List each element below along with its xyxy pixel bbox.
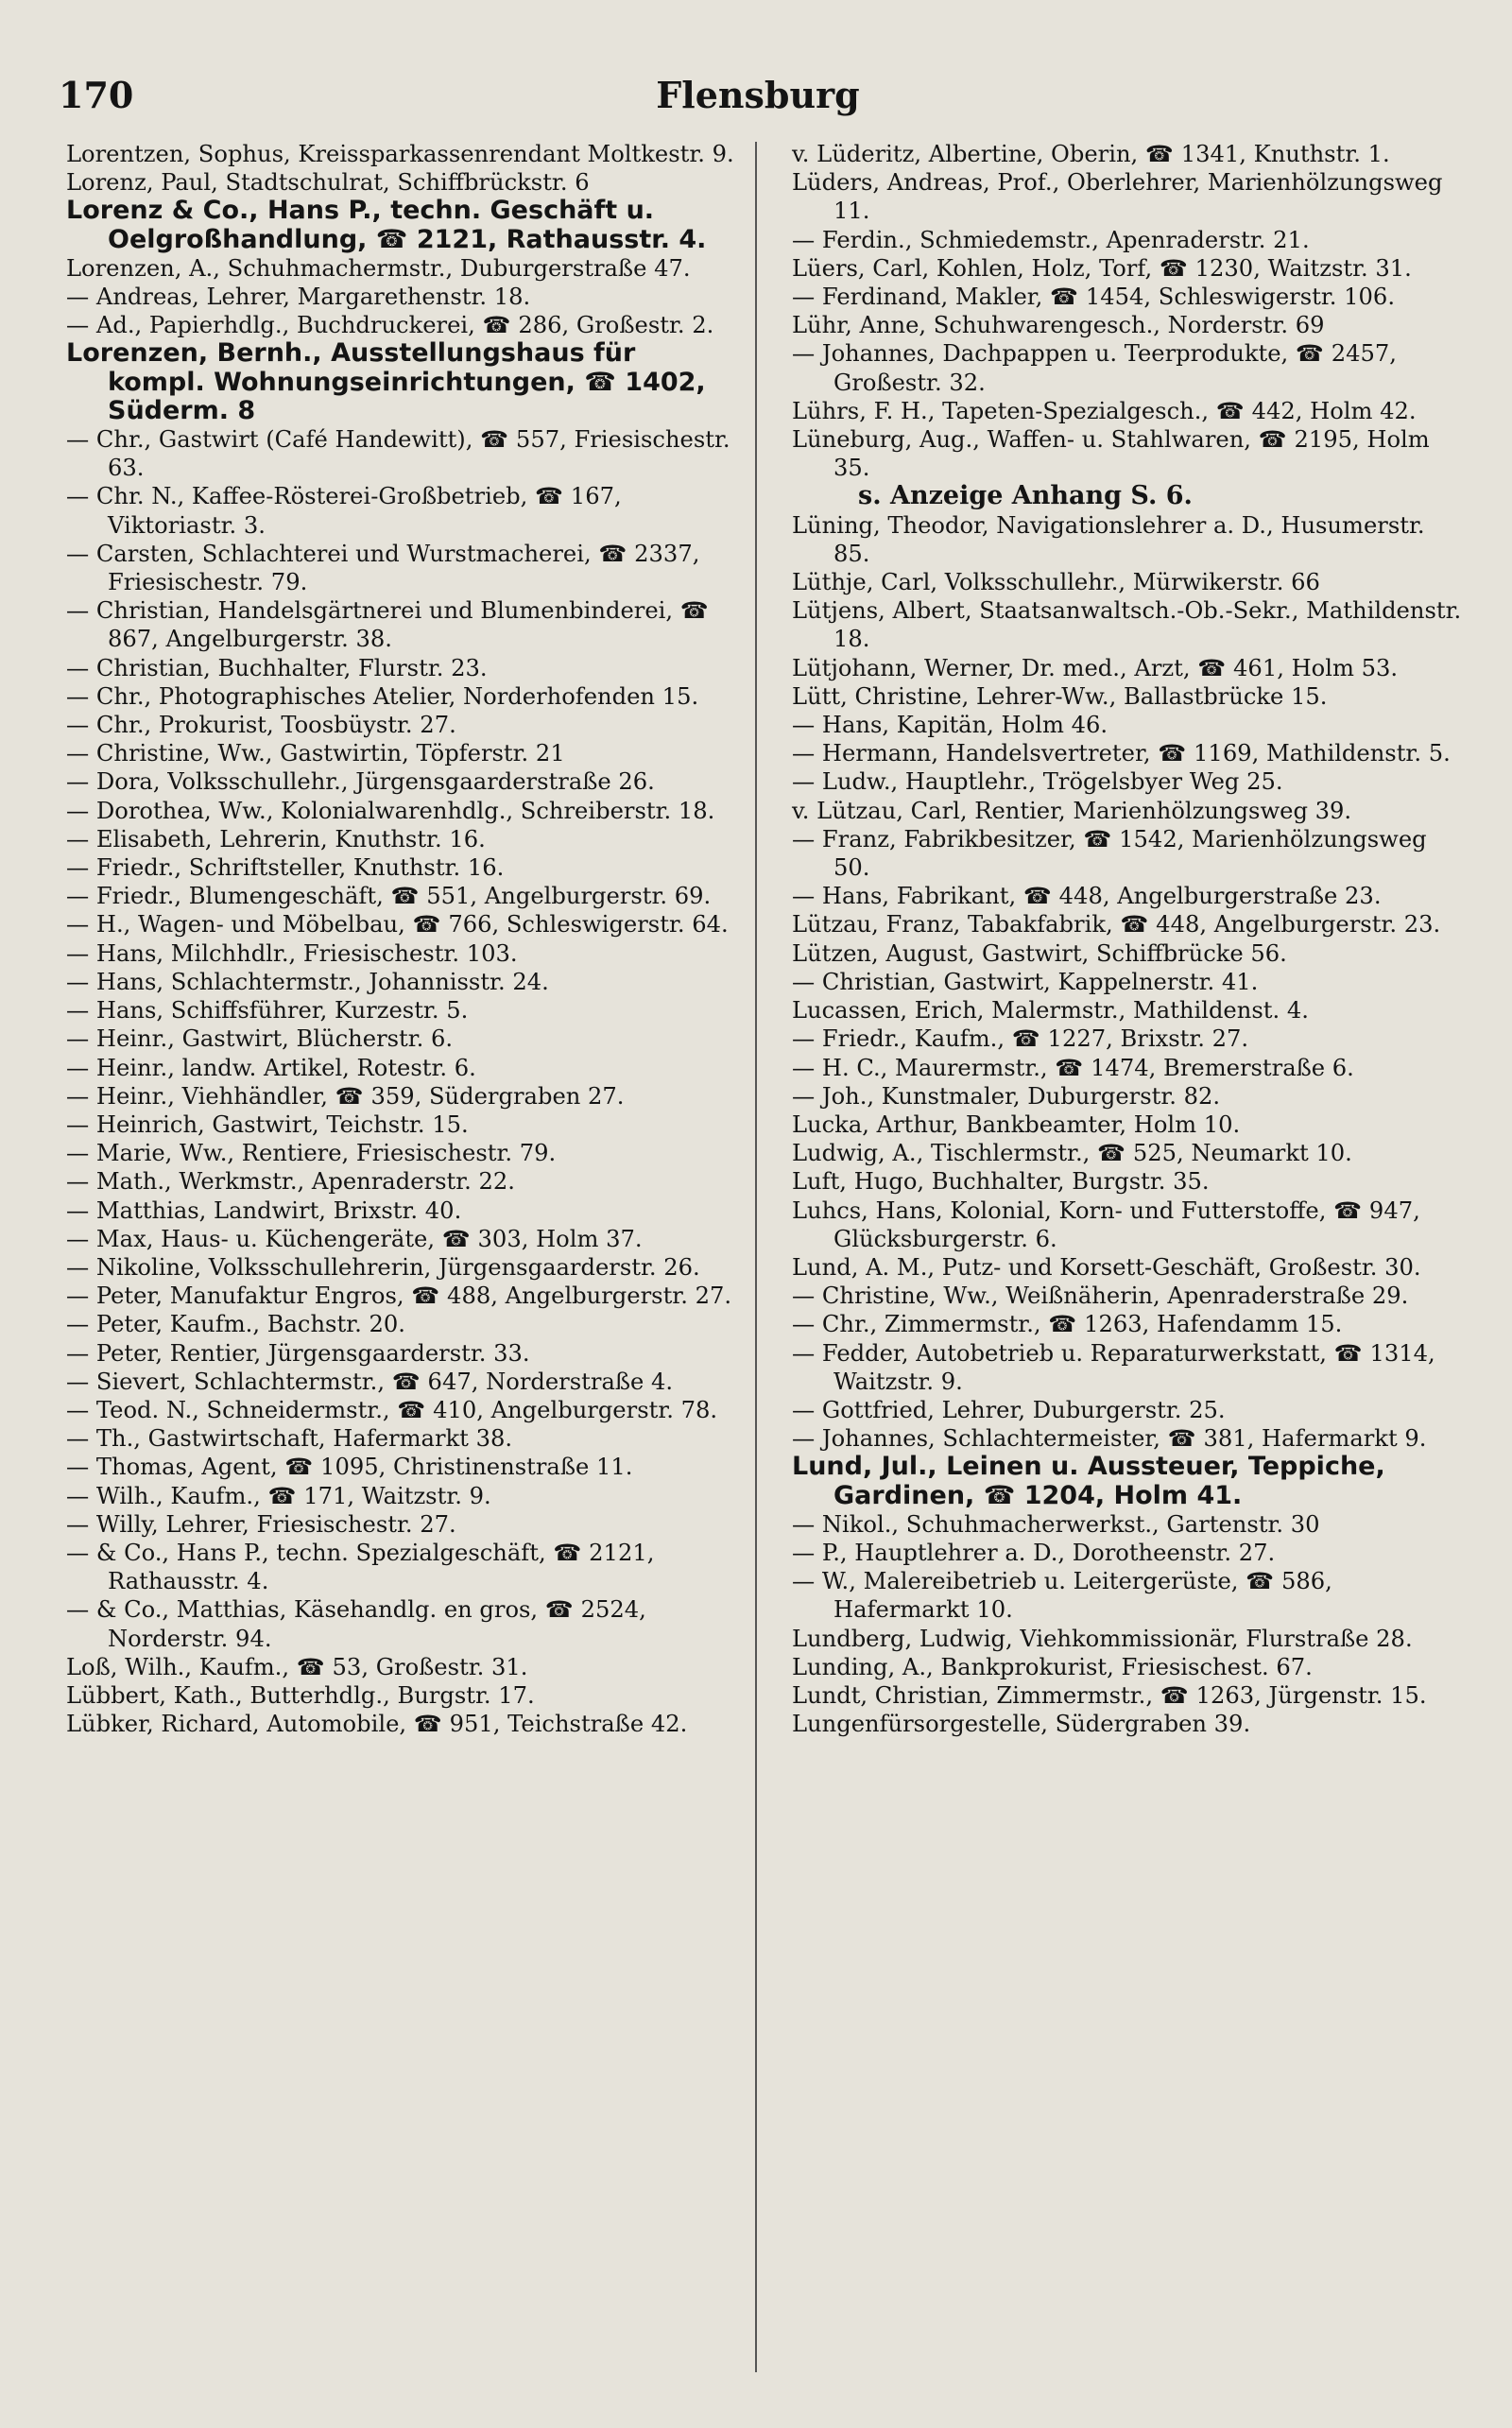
directory-entry: — Elisabeth, Lehrerin, Knuthstr. 16. bbox=[66, 825, 486, 852]
directory-entry: — Peter, Kaufm., Bachstr. 20. bbox=[66, 1311, 405, 1338]
directory-entry: — Johannes, Schlachtermeister, ☎ 381, Hafermarkt 9. bbox=[792, 1425, 1427, 1453]
directory-entry: — Willy, Lehrer, Friesischestr. 27. bbox=[66, 1510, 456, 1538]
directory-entry: v. Lützau, Carl, Rentier, Marienhölzungsweg 39. bbox=[792, 797, 1352, 824]
directory-entry: Lunding, A., Bankprokurist, Friesischest. 67. bbox=[792, 1653, 1313, 1680]
directory-entry: — H. C., Maurermstr., ☎ 1474, Bremerstraße 6. bbox=[792, 1054, 1354, 1081]
directory-entry: — Franz, Fabrikbesitzer, ☎ 1542, Marienhölzungsweg 50. bbox=[792, 825, 1427, 882]
directory-entry: — Teod. N., Schneidermstr., ☎ 410, Angelburgerstr. 78. bbox=[66, 1396, 718, 1423]
directory-entry: Lütjohann, Werner, Dr. med., Arzt, ☎ 461, Holm 53. bbox=[792, 654, 1399, 681]
directory-entry: — Friedr., Kaufm., ☎ 1227, Brixstr. 27. bbox=[792, 1025, 1249, 1053]
directory-entry: v. Lüderitz, Albertine, Oberin, ☎ 1341, Knuthstr. 1. bbox=[792, 141, 1390, 167]
right-column bbox=[792, 140, 1465, 1738]
directory-entry: — W., Malereibetrieb u. Leitergerüste, ☎ 586, Hafermarkt 10. bbox=[792, 1568, 1332, 1624]
directory-entry: — Hans, Schiffsführer, Kurzestr. 5. bbox=[66, 997, 469, 1025]
directory-entry: — Chr., Zimmermstr., ☎ 1263, Hafendamm 15. bbox=[792, 1311, 1343, 1338]
directory-entry: — Dora, Volksschullehr., Jürgensgaarderstraße 26. bbox=[66, 768, 655, 796]
directory-entry: Lucassen, Erich, Malermstr., Mathildenst. 4. bbox=[792, 997, 1309, 1025]
directory-entry: — Wilh., Kaufm., ☎ 171, Waitzstr. 9. bbox=[66, 1482, 491, 1509]
directory-entry: — Hermann, Handelsvertreter, ☎ 1169, Mathildenstr. 5. bbox=[792, 740, 1451, 767]
directory-entry: Lübbert, Kath., Butterhdlg., Burgstr. 17. bbox=[66, 1681, 535, 1709]
directory-entry: — Ad., Papierhdlg., Buchdruckerei, ☎ 286, Großestr. 2. bbox=[66, 312, 714, 339]
directory-entry: Lütjens, Albert, Staatsanwaltsch.-Ob.-Sekr., Mathildenstr. 18. bbox=[792, 597, 1462, 653]
directory-entry: — Hans, Fabrikant, ☎ 448, Angelburgerstraße 23. bbox=[792, 883, 1382, 910]
directory-entry: — Chr. N., Kaffee-Rösterei-Großbetrieb, ☎ 167, Viktoriastr. 3. bbox=[66, 483, 622, 539]
directory-entry: Lund, Jul., Leinen u. Aussteuer, Teppiche, Gardinen, ☎ 1204, Holm 41. bbox=[792, 1452, 1385, 1510]
directory-entry: — Thomas, Agent, ☎ 1095, Christinenstraße 11. bbox=[66, 1454, 633, 1481]
directory-entry: — Sievert, Schlachtermstr., ☎ 647, Norderstraße 4. bbox=[66, 1368, 674, 1395]
directory-entry: — Carsten, Schlachterei und Wurstmacherei, ☎ 2337, Friesischestr. 79. bbox=[66, 540, 700, 596]
directory-entry: — Heinrich, Gastwirt, Teichstr. 15. bbox=[66, 1111, 469, 1138]
directory-entry: — Chr., Photographisches Atelier, Norderhofenden 15. bbox=[66, 682, 699, 710]
directory-entry: — Matthias, Landwirt, Brixstr. 40. bbox=[66, 1197, 462, 1224]
directory-entry: Loß, Wilh., Kaufm., ☎ 53, Großestr. 31. bbox=[66, 1653, 528, 1680]
directory-entry: — Ferdinand, Makler, ☎ 1454, Schleswigerstr. 106. bbox=[792, 284, 1396, 311]
directory-entry: — Christine, Ww., Weißnäherin, Apenraderstraße 29. bbox=[792, 1283, 1409, 1310]
directory-entry: — Christian, Buchhalter, Flurstr. 23. bbox=[66, 654, 488, 681]
directory-entry: Lundt, Christian, Zimmermstr., ☎ 1263, Jürgenstr. 15. bbox=[792, 1681, 1427, 1709]
directory-entry: — & Co., Matthias, Käsehandlg. en gros, ☎ 2524, Norderstr. 94. bbox=[66, 1596, 646, 1652]
directory-entry: Lüneburg, Aug., Waffen- u. Stahlwaren, ☎ 2195, Holm 35. bbox=[792, 426, 1430, 482]
directory-entry: — Heinr., landw. Artikel, Rotestr. 6. bbox=[66, 1054, 476, 1081]
directory-entry: — Ludw., Hauptlehr., Trögelsbyer Weg 25. bbox=[792, 768, 1283, 796]
directory-entry: — Joh., Kunstmaler, Duburgerstr. 82. bbox=[792, 1082, 1221, 1110]
directory-entry: — Christian, Gastwirt, Kappelnerstr. 41. bbox=[792, 968, 1259, 995]
directory-entry: — Fedder, Autobetrieb u. Reparaturwerkstatt, ☎ 1314, Waitzstr. 9. bbox=[792, 1339, 1435, 1395]
directory-entry: — P., Hauptlehrer a. D., Dorotheenstr. 27. bbox=[792, 1539, 1276, 1566]
directory-entry: — Chr., Gastwirt (Café Handewitt), ☎ 557, Friesischestr. 63. bbox=[66, 426, 730, 482]
page-header bbox=[59, 74, 1457, 123]
directory-entry: — Dorothea, Ww., Kolonialwarenhdlg., Schreiberstr. 18. bbox=[66, 797, 715, 824]
directory-entry: Lorenzen, A., Schuhmachermstr., Duburgerstraße 47. bbox=[66, 254, 691, 282]
directory-entry: Luhcs, Hans, Kolonial, Korn- und Futterstoffe, ☎ 947, Glücksburgerstr. 6. bbox=[792, 1197, 1420, 1252]
directory-entry: Lungenfürsorgestelle, Südergraben 39. bbox=[792, 1711, 1251, 1738]
directory-entry: Lüning, Theodor, Navigationslehrer a. D., Husumerstr. 85. bbox=[792, 511, 1425, 567]
directory-entry: Lühr, Anne, Schuhwarengesch., Norderstr. 69 bbox=[792, 312, 1325, 339]
directory-entry: Lorentzen, Sophus, Kreissparkassenrendant Moltkestr. 9. bbox=[66, 141, 734, 167]
directory-entry: — Peter, Rentier, Jürgensgaarderstr. 33. bbox=[66, 1339, 530, 1367]
directory-entry: — Th., Gastwirtschaft, Hafermarkt 38. bbox=[66, 1425, 513, 1453]
page-title: Flensburg bbox=[656, 74, 860, 116]
directory-entry: — Christine, Ww., Gastwirtin, Töpferstr. 21 bbox=[66, 740, 565, 767]
directory-entry: Lüders, Andreas, Prof., Oberlehrer, Marienhölzungsweg 11. bbox=[792, 169, 1443, 225]
directory-entry: — Andreas, Lehrer, Margarethenstr. 18. bbox=[66, 284, 531, 311]
directory-entry: Luft, Hugo, Buchhalter, Burgstr. 35. bbox=[792, 1168, 1210, 1196]
directory-entry: — H., Wagen- und Möbelbau, ☎ 766, Schleswigerstr. 64. bbox=[66, 911, 729, 938]
directory-entry: Lütt, Christine, Lehrer-Ww., Ballastbrücke 15. bbox=[792, 682, 1328, 710]
directory-entry: — Nikol., Schuhmacherwerkst., Gartenstr. 30 bbox=[792, 1510, 1320, 1538]
directory-entry: Lorenz & Co., Hans P., techn. Geschäft u. Oelgroßhandlung, ☎ 2121, Rathausstr. 4. bbox=[66, 196, 707, 254]
directory-entry: Lorenzen, Bernh., Ausstellungshaus für kompl. Wohnungseinrichtungen, ☎ 1402, Süderm. 8 bbox=[66, 338, 706, 425]
directory-entry: Lützau, Franz, Tabakfabrik, ☎ 448, Angelburgerstr. 23. bbox=[792, 911, 1441, 938]
directory-entry: — & Co., Hans P., techn. Spezialgeschäft, ☎ 2121, Rathausstr. 4. bbox=[66, 1539, 655, 1595]
directory-entry: — Heinr., Gastwirt, Blücherstr. 6. bbox=[66, 1025, 454, 1053]
directory-entry: Lorenz, Paul, Stadtschulrat, Schiffbrückstr. 6 bbox=[66, 169, 590, 197]
directory-entry: — Max, Haus- u. Küchengeräte, ☎ 303, Holm 37. bbox=[66, 1225, 643, 1252]
directory-entry: — Friedr., Blumengeschäft, ☎ 551, Angelburgerstr. 69. bbox=[66, 883, 712, 910]
directory-entry: — Marie, Ww., Rentiere, Friesischestr. 79. bbox=[66, 1140, 557, 1167]
directory-entry: — Hans, Milchhdlr., Friesischestr. 103. bbox=[66, 939, 518, 967]
directory-entry: Ludwig, A., Tischlermstr., ☎ 525, Neumarkt 10. bbox=[792, 1140, 1352, 1167]
directory-entry: — Peter, Manufaktur Engros, ☎ 488, Angelburgerstr. 27. bbox=[66, 1283, 732, 1310]
directory-entry: Lübker, Richard, Automobile, ☎ 951, Teichstraße 42. bbox=[66, 1711, 688, 1738]
page-number: 170 bbox=[59, 74, 134, 116]
directory-entry: — Nikoline, Volksschullehrerin, Jürgensgaarderstr. 26. bbox=[66, 1253, 700, 1281]
directory-entry: Lüers, Carl, Kohlen, Holz, Torf, ☎ 1230, Waitzstr. 31. bbox=[792, 254, 1412, 282]
left-column bbox=[66, 140, 735, 1738]
ad-reference: s. Anzeige Anhang S. 6. bbox=[858, 481, 1193, 511]
directory-entry: — Gottfried, Lehrer, Duburgerstr. 25. bbox=[792, 1396, 1226, 1423]
column-divider bbox=[755, 142, 757, 2372]
directory-entry: — Hans, Schlachtermstr., Johannisstr. 24. bbox=[66, 968, 549, 995]
directory-entry: Lüthje, Carl, Volksschullehr., Mürwikerstr. 66 bbox=[792, 569, 1320, 596]
directory-entry: — Math., Werkmstr., Apenraderstr. 22. bbox=[66, 1168, 515, 1196]
directory-entry: — Heinr., Viehhändler, ☎ 359, Südergraben 27. bbox=[66, 1082, 625, 1110]
directory-entry: Lührs, F. H., Tapeten-Spezialgesch., ☎ 442, Holm 42. bbox=[792, 397, 1417, 424]
directory-entry: Lundberg, Ludwig, Viehkommissionär, Flurstraße 28. bbox=[792, 1625, 1413, 1652]
directory-entry: Lützen, August, Gastwirt, Schiffbrücke 56. bbox=[792, 939, 1287, 967]
directory-entry: — Ferdin., Schmiedemstr., Apenraderstr. 21. bbox=[792, 226, 1310, 253]
directory-entry: — Hans, Kapitän, Holm 46. bbox=[792, 712, 1108, 739]
directory-entry: Lund, A. M., Putz- und Korsett-Geschäft, Großestr. 30. bbox=[792, 1253, 1421, 1281]
directory-entry: — Christian, Handelsgärtnerei und Blumenbinderei, ☎ 867, Angelburgerstr. 38. bbox=[66, 597, 709, 653]
directory-entry: — Friedr., Schriftsteller, Knuthstr. 16. bbox=[66, 854, 505, 882]
directory-entry: — Johannes, Dachpappen u. Teerprodukte, ☎ 2457, Großestr. 32. bbox=[792, 340, 1397, 396]
directory-entry: — Chr., Prokurist, Toosbüystr. 27. bbox=[66, 712, 456, 739]
directory-entry: Lucka, Arthur, Bankbeamter, Holm 10. bbox=[792, 1111, 1241, 1138]
